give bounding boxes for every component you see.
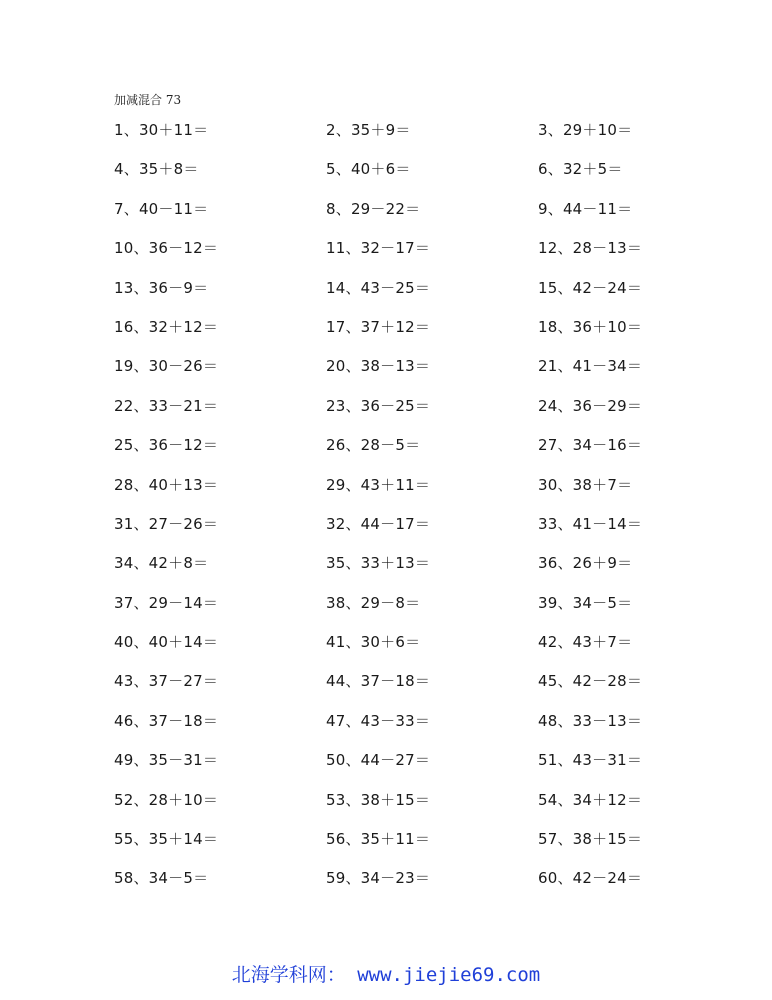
problem-item: 19、30－26＝ [114,357,219,376]
problem-item: 44、37－18＝ [326,672,431,691]
problem-item: 38、29－8＝ [326,593,421,612]
problem-item: 12、28－13＝ [538,239,643,258]
problem-item: 40、40＋14＝ [114,633,219,652]
problem-item: 25、36－12＝ [114,436,219,455]
problem-item: 35、33＋13＝ [326,554,431,573]
problem-item: 14、43－25＝ [326,278,431,297]
problem-item: 59、34－23＝ [326,869,431,888]
worksheet-title: 加减混合 73 [114,93,182,107]
problem-item: 33、41－14＝ [538,514,643,533]
problem-item: 42、43＋7＝ [538,633,633,652]
problem-item: 9、44－11＝ [538,199,633,218]
problem-item: 58、34－5＝ [114,869,209,888]
problem-item: 1、30＋11＝ [114,121,209,139]
problem-item: 23、36－25＝ [326,396,431,415]
problem-item: 52、28＋10＝ [114,790,219,809]
problem-item: 27、34－16＝ [538,436,643,455]
problem-item: 17、37＋12＝ [326,317,431,336]
problem-item: 21、41－34＝ [538,357,643,376]
problem-item: 29、43＋11＝ [326,475,431,494]
problem-item: 45、42－28＝ [538,672,643,691]
problem-grid [114,120,674,908]
problem-item: 55、35＋14＝ [114,830,219,849]
problem-item: 7、40－11＝ [114,199,209,218]
problem-item: 13、36－9＝ [114,278,209,297]
problem-item: 3、29＋10＝ [538,121,633,139]
problem-item: 32、44－17＝ [326,514,431,533]
problem-item: 36、26＋9＝ [538,554,633,573]
problem-item: 57、38＋15＝ [538,830,643,849]
problem-item: 18、36＋10＝ [538,317,643,336]
problem-item: 22、33－21＝ [114,396,219,415]
problem-item: 2、35＋9＝ [326,121,411,139]
problem-item: 30、38＋7＝ [538,475,633,494]
problem-item: 48、33－13＝ [538,711,643,730]
problem-item: 37、29－14＝ [114,593,219,612]
problem-item: 10、36－12＝ [114,239,219,258]
problem-item: 46、37－18＝ [114,711,219,730]
problem-item: 53、38＋15＝ [326,790,431,809]
problem-item: 49、35－31＝ [114,751,219,770]
problem-item: 34、42＋8＝ [114,554,209,573]
problem-item: 60、42－24＝ [538,869,643,888]
problem-item: 54、34＋12＝ [538,790,643,809]
problem-item: 47、43－33＝ [326,711,431,730]
problem-item: 11、32－17＝ [326,239,431,258]
problem-item: 26、28－5＝ [326,436,421,455]
problem-item: 24、36－29＝ [538,396,643,415]
problem-item: 6、32＋5＝ [538,160,623,179]
problem-item: 31、27－26＝ [114,514,219,533]
problem-item: 8、29－22＝ [326,199,421,218]
problem-item: 20、38－13＝ [326,357,431,376]
problem-item: 15、42－24＝ [538,278,643,297]
problem-item: 50、44－27＝ [326,751,431,770]
problem-item: 28、40＋13＝ [114,475,219,494]
problem-item: 4、35＋8＝ [114,160,199,179]
problem-item: 16、32＋12＝ [114,317,219,336]
problem-item: 5、40＋6＝ [326,160,411,179]
problem-item: 51、43－31＝ [538,751,643,770]
problem-item: 43、37－27＝ [114,672,219,691]
footer-watermark: 北海学科网： www.jiejie69.com [231,964,541,986]
problem-item: 39、34－5＝ [538,593,633,612]
problem-item: 41、30＋6＝ [326,633,421,652]
problem-item: 56、35＋11＝ [326,830,431,849]
